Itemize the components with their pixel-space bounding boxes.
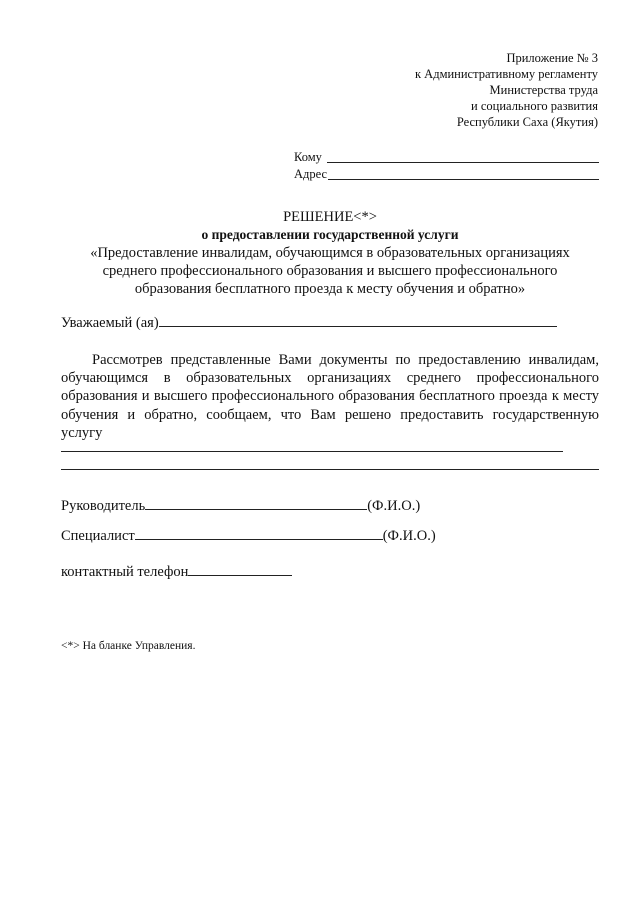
contact-phone-line xyxy=(61,563,292,581)
decision-title-block xyxy=(50,208,610,298)
decision-blank-line xyxy=(61,451,563,452)
specialist-signature-line xyxy=(61,527,436,545)
head-signature-blank xyxy=(145,497,367,510)
head-name-suffix: (Ф.И.О.) xyxy=(367,498,421,514)
appendix-line: Приложение № 3 xyxy=(506,51,598,65)
specialist-label: Специалист xyxy=(61,528,135,544)
appendix-line: Республики Саха (Якутия) xyxy=(456,115,598,129)
recipient-to-field xyxy=(294,149,599,165)
appendix-line: к Административному регламенту xyxy=(414,67,598,81)
recipient-to-blank xyxy=(327,162,599,163)
appendix-header xyxy=(415,50,598,130)
greeting-name-blank xyxy=(159,314,557,327)
recipient-address-field xyxy=(294,166,599,182)
appendix-line: и социального развития xyxy=(471,99,598,113)
contact-phone-blank xyxy=(188,563,292,576)
decision-title: РЕШЕНИЕ<*> xyxy=(283,209,377,225)
service-name-line: «Предоставление инвалидам, обучающимся в образовательных организациях xyxy=(90,245,570,261)
service-name-line: среднего профессионального образования и высшего профессионального xyxy=(102,263,558,279)
recipient-to-label: Кому xyxy=(294,150,322,164)
specialist-signature-blank xyxy=(135,527,383,540)
footnote: <*> На бланке Управления. xyxy=(61,640,196,652)
specialist-name-suffix: (Ф.И.О.) xyxy=(382,528,436,544)
recipient-address-label: Адрес xyxy=(294,167,328,181)
decision-subtitle: о предоставлении государственной услуги xyxy=(201,227,459,242)
decision-body-paragraph: Рассмотрев представленные Вами документы по предоставлению инвалидам, обучающимся в образовательных организациях среднего профессионального образования и высшего профессионального образования бесплатного проезда к месту обучения и обратно, сообщаем, что Вам решено предоставить государственную услугу xyxy=(61,352,599,441)
head-label: Руководитель xyxy=(61,498,146,514)
recipient-address-blank xyxy=(328,179,599,180)
greeting-label: Уважаемый (ая) xyxy=(61,315,159,331)
decision-blank-line xyxy=(61,469,599,470)
appendix-line: Министерства труда xyxy=(489,83,598,97)
contact-phone-label: контактный телефон xyxy=(61,564,189,580)
service-name-line: образования бесплатного проезда к месту обучения и обратно» xyxy=(134,281,526,297)
head-signature-line xyxy=(61,497,420,515)
greeting-line xyxy=(61,314,557,332)
